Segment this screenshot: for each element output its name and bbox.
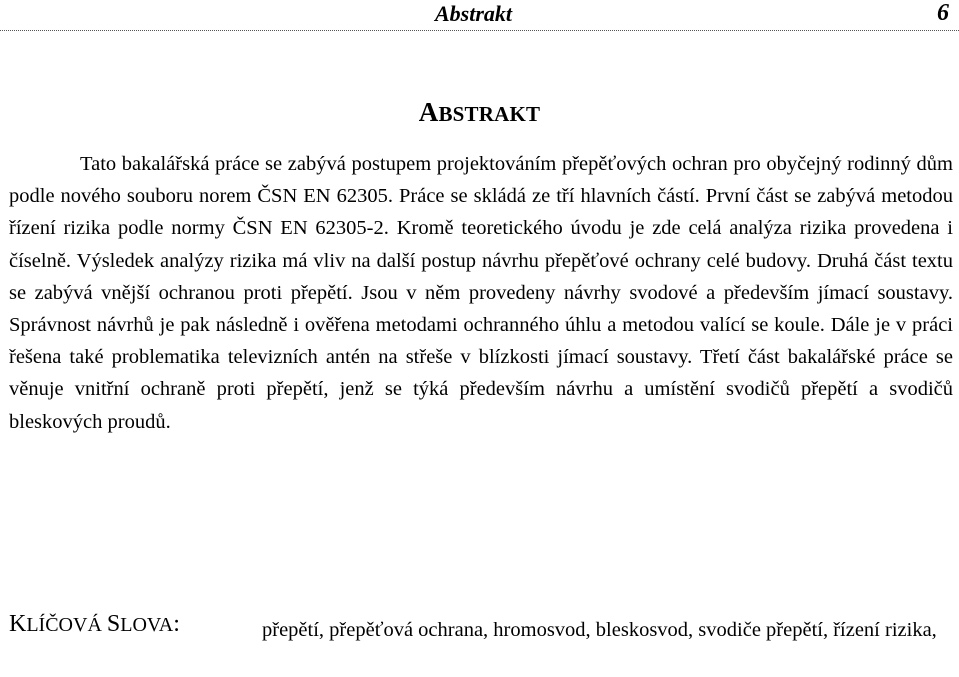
header-title: Abstrakt (435, 1, 513, 26)
keywords-label-initial: K (9, 611, 27, 637)
keywords-label-rest-2: LOVA (120, 614, 174, 636)
keywords-label-rest-1: LÍČOVÁ (26, 614, 107, 636)
page-number: 6 (937, 0, 949, 26)
page-header (0, 0, 959, 32)
heading-initial: A (418, 97, 439, 127)
heading-rest: BSTRAKT (438, 102, 541, 126)
keywords-label (9, 611, 180, 638)
keywords-label-initial-2: S (106, 611, 121, 637)
abstract-paragraph: Tato bakalářská práce se zabývá postupem projektováním přepěťových ochran pro obyčejný rodinný dům podle nového souboru norem ČSN EN 62305. Práce se skládá ze tří hlavních částí. První část se zabývá metodou řízení rizika podle normy ČSN EN 62305-2. Kromě teoretického úvodu je zde celá analýza rizika provedena i číselně. Výsledek analýzy rizika má vliv na další postup návrhu přepěťové ochrany celé budovy. Druhá část textu se zabývá vnější ochranou proti přepětí. Jsou v něm provedeny návrhy svodové a především jímací soustavy. Správnost návrhů je pak následně i ověřena metodami ochranného úhlu a metodou valící se koule. Dále je v práci řešena také problematika televizních antén na střeše v blízkosti jímací soustavy. Třetí část bakalářské práce se věnuje vnitřní ochraně proti přepětí, jenž se týká především návrhu a umístění svodičů přepětí a svodičů bleskových proudů. (9, 153, 953, 433)
keywords-label-colon: : (173, 611, 180, 637)
keywords-list: přepětí, přepěťová ochrana, hromosvod, bleskosvod, svodiče přepětí, řízení rizika, (262, 619, 937, 641)
header-divider (0, 30, 959, 31)
section-heading (0, 97, 959, 128)
